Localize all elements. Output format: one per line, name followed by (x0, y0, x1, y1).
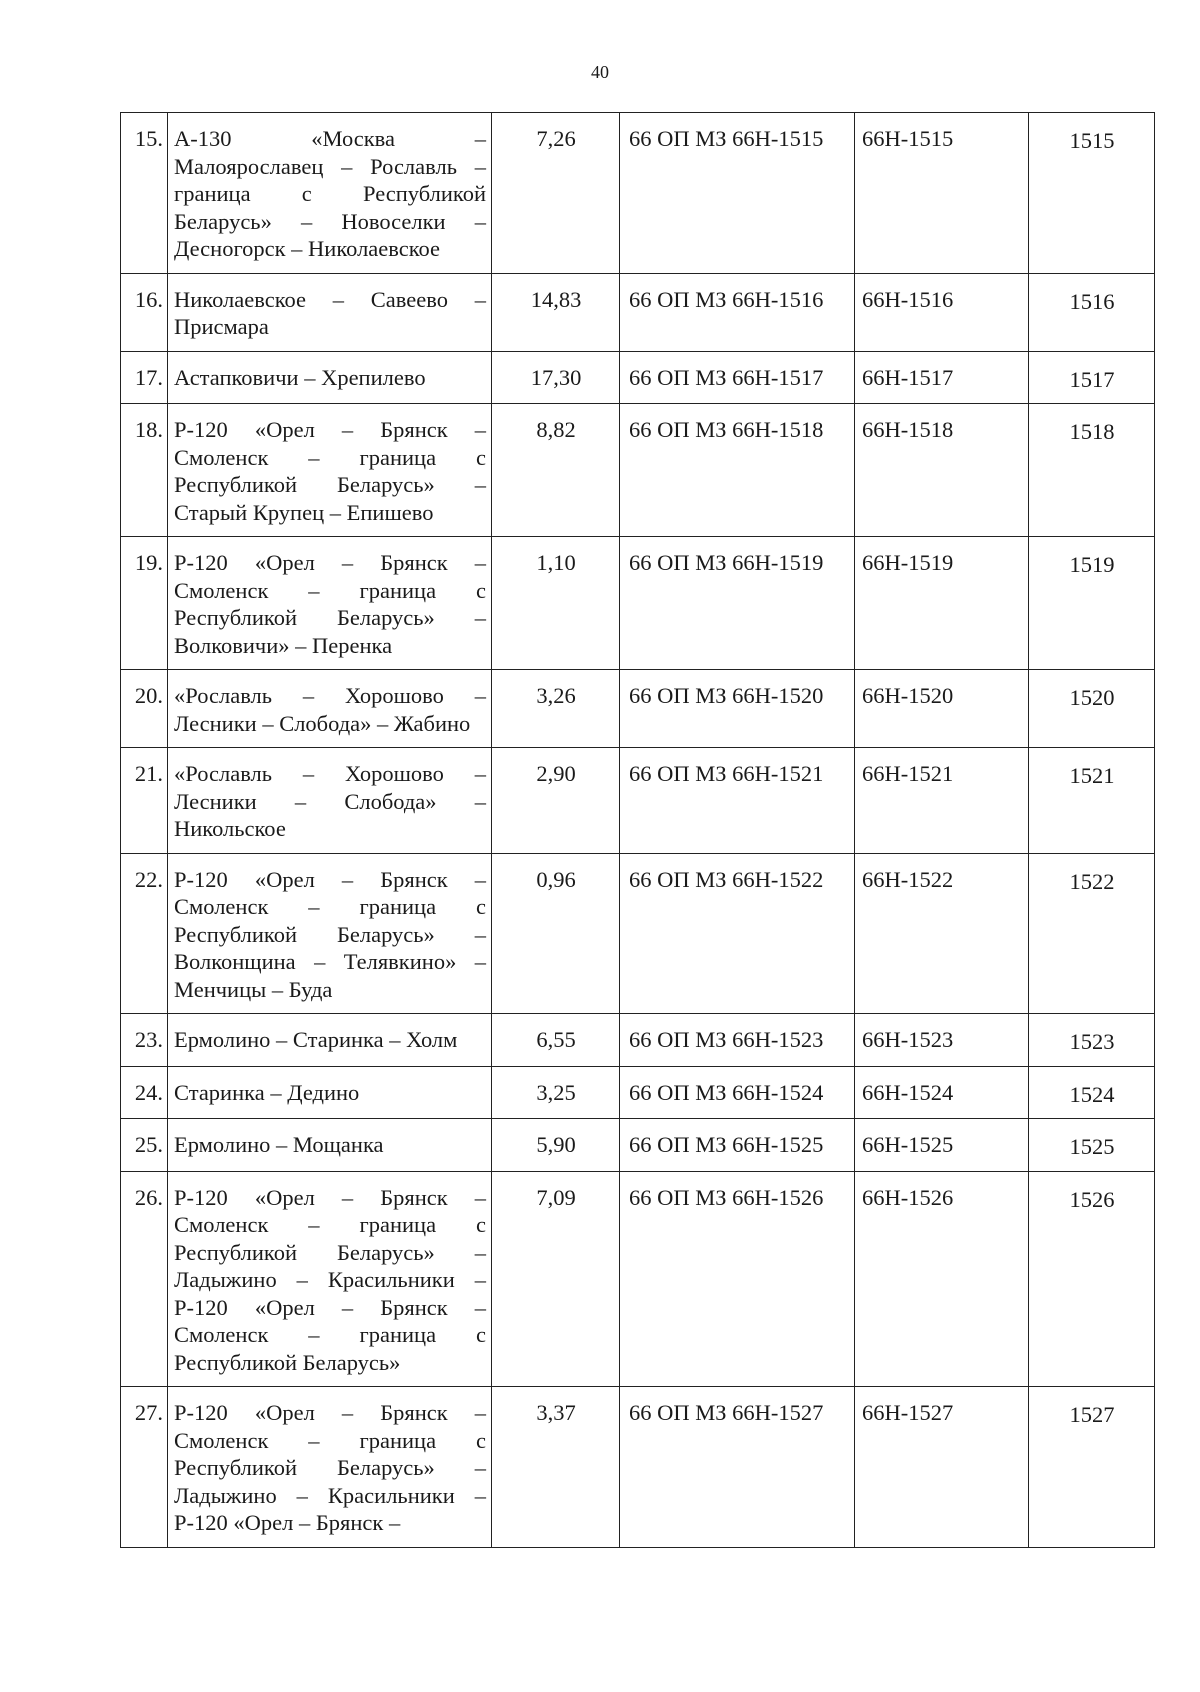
table-row (121, 351, 1155, 404)
table-row (121, 1014, 1155, 1067)
road-short-code: 1525 (1029, 1119, 1155, 1172)
road-length: 1,10 (492, 537, 620, 670)
road-id: 66 ОП МЗ 66Н-1523 (620, 1014, 855, 1067)
road-code: 66Н-1525 (855, 1119, 1029, 1172)
road-short-code: 1524 (1029, 1066, 1155, 1119)
road-short-code: 1522 (1029, 853, 1155, 1014)
road-name: Старинка – Дедино (168, 1066, 492, 1119)
table-row (121, 853, 1155, 1014)
row-number: 19. (121, 537, 168, 670)
road-short-code: 1518 (1029, 404, 1155, 537)
road-length: 3,26 (492, 670, 620, 748)
road-length: 3,25 (492, 1066, 620, 1119)
road-name: Ермолино – Старинка – Холм (168, 1014, 492, 1067)
road-short-code: 1523 (1029, 1014, 1155, 1067)
row-number: 22. (121, 853, 168, 1014)
road-code: 66Н-1520 (855, 670, 1029, 748)
road-id: 66 ОП МЗ 66Н-1517 (620, 351, 855, 404)
road-name: А-130 «Москва – Малоярославец – Рославль – граница с Республикой Беларусь» – Новоселки – Десногорск – Николаевское (168, 113, 492, 274)
table-row (121, 537, 1155, 670)
road-code: 66Н-1524 (855, 1066, 1029, 1119)
table-row (121, 670, 1155, 748)
road-code: 66Н-1518 (855, 404, 1029, 537)
road-length: 6,55 (492, 1014, 620, 1067)
table-row (121, 1066, 1155, 1119)
road-length: 0,96 (492, 853, 620, 1014)
road-code: 66Н-1519 (855, 537, 1029, 670)
table-row (121, 1387, 1155, 1548)
road-length: 8,82 (492, 404, 620, 537)
road-length: 2,90 (492, 748, 620, 854)
road-name: Р-120 «Орел – Брянск – Смоленск – граница с Республикой Беларусь» – Ладыжино – Красильники – Р-120 «Орел – Брянск – (168, 1387, 492, 1548)
road-code: 66Н-1527 (855, 1387, 1029, 1548)
road-name: Ермолино – Мощанка (168, 1119, 492, 1172)
table-row (121, 1171, 1155, 1387)
row-number: 16. (121, 273, 168, 351)
road-id: 66 ОП МЗ 66Н-1525 (620, 1119, 855, 1172)
road-short-code: 1516 (1029, 273, 1155, 351)
road-name: Астапковичи – Хрепилево (168, 351, 492, 404)
road-name: Р-120 «Орел – Брянск – Смоленск – граница с Республикой Беларусь» – Старый Крупец – Епишево (168, 404, 492, 537)
row-number: 25. (121, 1119, 168, 1172)
table-row (121, 404, 1155, 537)
table-row (121, 748, 1155, 854)
road-short-code: 1520 (1029, 670, 1155, 748)
page-number: 40 (591, 62, 609, 82)
road-id: 66 ОП МЗ 66Н-1527 (620, 1387, 855, 1548)
roads-table-body (121, 113, 1155, 1548)
road-short-code: 1519 (1029, 537, 1155, 670)
road-id: 66 ОП МЗ 66Н-1522 (620, 853, 855, 1014)
road-id: 66 ОП МЗ 66Н-1520 (620, 670, 855, 748)
road-name: «Рославль – Хорошово – Лесники – Слобода» – Жабино (168, 670, 492, 748)
road-id: 66 ОП МЗ 66Н-1516 (620, 273, 855, 351)
road-length: 7,26 (492, 113, 620, 274)
road-name: Р-120 «Орел – Брянск – Смоленск – граница с Республикой Беларусь» – Волковичи» – Перенка (168, 537, 492, 670)
road-code: 66Н-1515 (855, 113, 1029, 274)
road-code: 66Н-1522 (855, 853, 1029, 1014)
row-number: 27. (121, 1387, 168, 1548)
road-length: 17,30 (492, 351, 620, 404)
road-length: 5,90 (492, 1119, 620, 1172)
road-id: 66 ОП МЗ 66Н-1518 (620, 404, 855, 537)
road-short-code: 1515 (1029, 113, 1155, 274)
road-name: Р-120 «Орел – Брянск – Смоленск – граница с Республикой Беларусь» – Ладыжино – Красильники – Р-120 «Орел – Брянск – Смоленск – граница с Республикой Беларусь» (168, 1171, 492, 1387)
road-name: «Рославль – Хорошово – Лесники – Слобода» – Никольское (168, 748, 492, 854)
road-id: 66 ОП МЗ 66Н-1521 (620, 748, 855, 854)
row-number: 24. (121, 1066, 168, 1119)
road-id: 66 ОП МЗ 66Н-1526 (620, 1171, 855, 1387)
row-number: 26. (121, 1171, 168, 1387)
row-number: 18. (121, 404, 168, 537)
road-length: 14,83 (492, 273, 620, 351)
road-code: 66Н-1516 (855, 273, 1029, 351)
road-name: Николаевское – Савеево – Присмара (168, 273, 492, 351)
road-short-code: 1526 (1029, 1171, 1155, 1387)
road-code: 66Н-1521 (855, 748, 1029, 854)
road-id: 66 ОП МЗ 66Н-1519 (620, 537, 855, 670)
table-row (121, 1119, 1155, 1172)
road-short-code: 1527 (1029, 1387, 1155, 1548)
road-short-code: 1517 (1029, 351, 1155, 404)
road-code: 66Н-1526 (855, 1171, 1029, 1387)
roads-table (120, 112, 1155, 1548)
road-id: 66 ОП МЗ 66Н-1524 (620, 1066, 855, 1119)
row-number: 15. (121, 113, 168, 274)
row-number: 20. (121, 670, 168, 748)
row-number: 17. (121, 351, 168, 404)
table-row (121, 273, 1155, 351)
road-code: 66Н-1517 (855, 351, 1029, 404)
road-name: Р-120 «Орел – Брянск – Смоленск – граница с Республикой Беларусь» – Волконщина – Телявкино» – Менчицы – Буда (168, 853, 492, 1014)
row-number: 21. (121, 748, 168, 854)
row-number: 23. (121, 1014, 168, 1067)
table-row (121, 113, 1155, 274)
road-length: 7,09 (492, 1171, 620, 1387)
road-code: 66Н-1523 (855, 1014, 1029, 1067)
road-id: 66 ОП МЗ 66Н-1515 (620, 113, 855, 274)
road-length: 3,37 (492, 1387, 620, 1548)
road-short-code: 1521 (1029, 748, 1155, 854)
